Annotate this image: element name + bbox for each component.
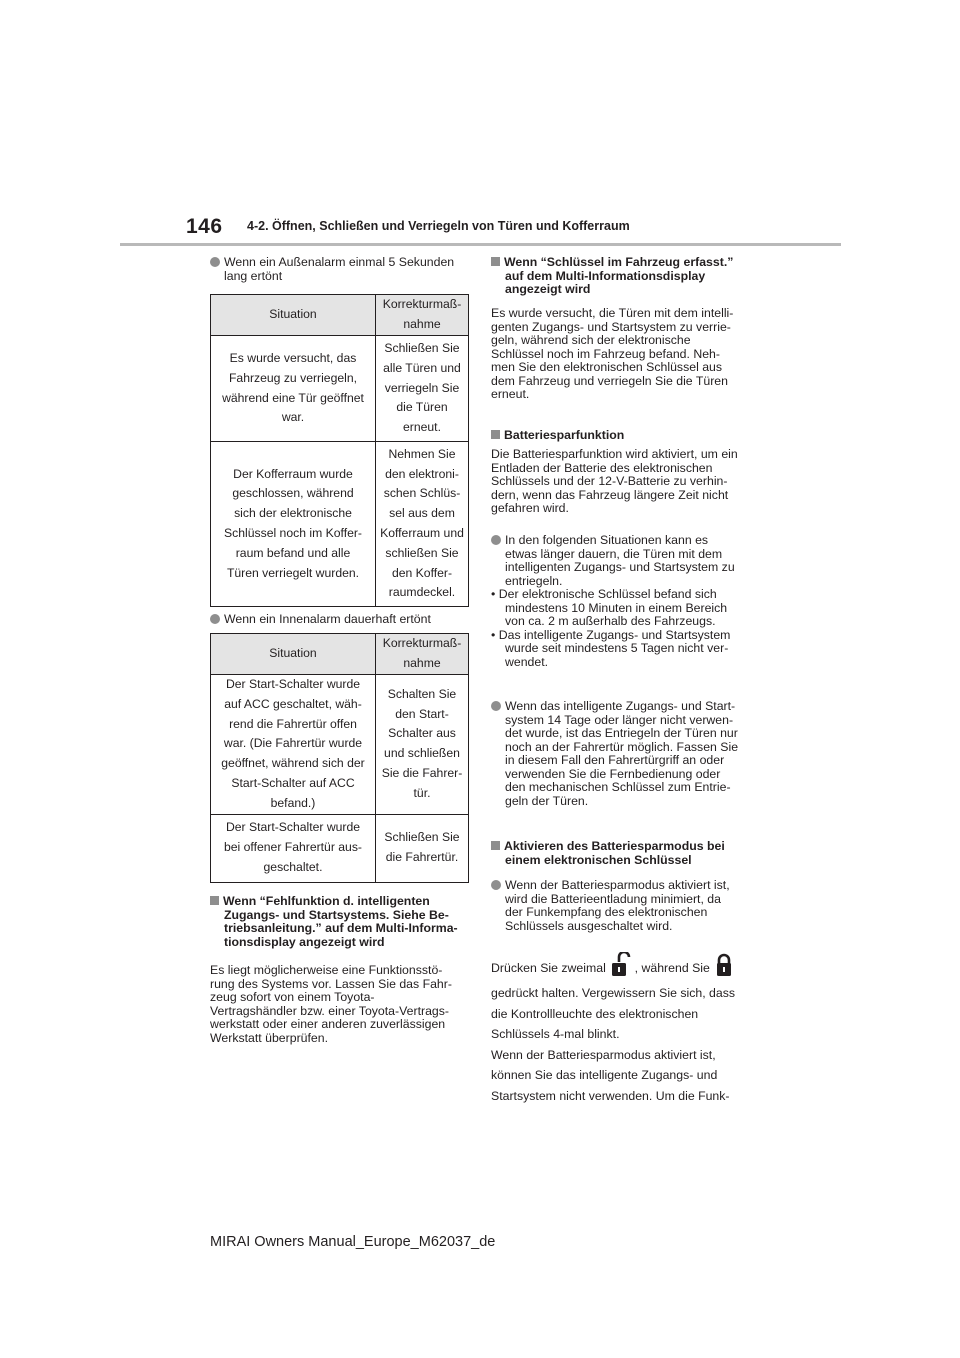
- text-line: raum befand und alle: [235, 545, 351, 560]
- text-line: wird die Batterieentladung minimiert, da: [505, 891, 721, 906]
- text-line: Korrekturmaß-: [382, 297, 462, 312]
- text-line: den Start-: [395, 706, 449, 721]
- bullet-icon: [210, 257, 220, 267]
- bullet-icon: [491, 701, 501, 711]
- text-line: geln der Türen.: [505, 793, 589, 808]
- text-line: den Koffer-: [391, 565, 453, 580]
- text-line: Der Start-Schalter wurde: [225, 820, 361, 835]
- bullet-icon: [210, 614, 220, 624]
- text-line: von ca. 2 m außerhalb des Fahrzeugs.: [505, 614, 716, 628]
- text-line: Vertragshändler bzw. einer Toyota-Vertrags-: [210, 1003, 450, 1018]
- text-line: mindestens 10 Minuten in einem Bereich: [505, 600, 728, 615]
- table-header-row: [211, 295, 469, 336]
- heading-battery-saving: [491, 429, 753, 443]
- text-line: alle Türen und: [383, 360, 461, 375]
- text-line: nahme: [403, 317, 441, 331]
- text-line: rung des Systems vor. Lassen Sie das Fahr-: [210, 976, 452, 991]
- text-line: können Sie das intelligente Zugangs- und: [491, 1068, 718, 1083]
- text-line: der Funkempfang des elektronischen: [505, 905, 708, 919]
- square-bullet-icon: [210, 896, 219, 905]
- text-line: Schlüssels ausgeschaltet wird.: [505, 918, 673, 933]
- text-line: den mechanischen Schlüssel zum Entrie-: [505, 780, 731, 794]
- text-line: und schließen: [384, 746, 460, 761]
- text-line: schließen Sie: [385, 545, 459, 560]
- bullet-14-days: [491, 700, 753, 808]
- text-line: noch an der Fahrertür möglich. Fassen Sie: [505, 739, 739, 754]
- text-line: system 14 Tage oder länger nicht verwen-: [505, 712, 734, 727]
- bullet-icon: [491, 880, 501, 890]
- square-bullet-icon: [491, 841, 500, 850]
- text-line: den elektroni-: [385, 466, 459, 481]
- text-line: Batteriesparfunktion: [504, 428, 625, 442]
- footer-document-id: MIRAI Owners Manual_Europe_M62037_de: [210, 1234, 496, 1250]
- table-row: [211, 442, 469, 607]
- text-line: entriegeln.: [505, 573, 563, 588]
- text-line: war.: [281, 410, 305, 425]
- text-line: werkstatt oder einer anderen zuverlässigen: [210, 1017, 446, 1031]
- square-bullet-icon: [491, 257, 500, 266]
- text-line: Start-Schalter auf ACC: [231, 775, 355, 790]
- header-situation: Situation: [211, 295, 376, 336]
- text-line: dern, wenn das Fahrzeug längere Zeit nicht: [491, 487, 729, 502]
- text-line: Zugangs- und Startsystems. Siehe Be-: [224, 907, 449, 922]
- cell-situation: [211, 442, 376, 607]
- text-line: Die Batteriesparfunktion wird aktiviert, um ein: [491, 447, 738, 461]
- text-line: erneut.: [403, 420, 441, 435]
- text-line: geschaltet.: [263, 859, 323, 874]
- text-line: intelligenten Zugangs- und Startsystem zu: [505, 560, 735, 574]
- text-line: Entladen der Batterie des elektronischen: [491, 460, 713, 475]
- cell-measure: [376, 675, 469, 815]
- text-line: Nehmen Sie: [388, 446, 456, 461]
- unlock-icon: [609, 952, 631, 987]
- heading-malfunction: [210, 895, 472, 949]
- text-line: Schlüssel noch im Fahrzeug befand. Neh-: [491, 346, 720, 361]
- paragraph-saving-instructions: [491, 983, 753, 1107]
- text-line: Wenn das intelligente Zugangs- und Start-: [505, 699, 736, 713]
- text-line: det wurde, ist das Entriegeln der Türen nur: [505, 726, 738, 740]
- cell-situation: [211, 675, 376, 815]
- text-line: die Fahrertür.: [385, 850, 459, 865]
- square-bullet-icon: [491, 430, 500, 439]
- text-line: auf dem Multi-Informationsdisplay: [505, 268, 706, 283]
- bullet-inside-alarm: [210, 613, 470, 627]
- heading-key-detected: [491, 256, 753, 297]
- text-line: lang ertönt: [224, 268, 283, 283]
- paragraph-key-detected: [491, 307, 753, 402]
- text-line: Es wurde versucht, die Türen mit dem intelli-: [491, 306, 734, 320]
- text-line: etwas länger dauern, die Türen mit dem: [505, 546, 723, 561]
- text-line: Schlüssels und der 12-V-Batterie zu verhin-: [491, 474, 728, 488]
- text-line: raumdeckel.: [388, 585, 456, 600]
- cell-measure: [376, 442, 469, 607]
- text-line: Wenn der Batteriesparmodus aktiviert ist,: [505, 878, 730, 892]
- text-line: , während Sie: [634, 961, 710, 975]
- text-line: die Kontrollleuchte des elektronischen: [491, 1006, 699, 1021]
- text-line: Drücken Sie zweimal: [491, 961, 606, 975]
- text-line: tionsdisplay angezeigt wird: [224, 934, 385, 949]
- table-row: [211, 814, 469, 882]
- header-measure: [376, 295, 469, 336]
- text-line: • Das intelligente Zugangs- und Startsystem: [491, 627, 731, 642]
- text-line: rend die Fahrertür offen: [229, 716, 357, 731]
- text-line: Es wurde versucht, das: [229, 350, 357, 365]
- text-line: wurde seit mindestens 5 Tagen nicht ver-: [505, 641, 729, 655]
- text-line: Schließen Sie: [384, 341, 460, 355]
- text-line: Wenn “Fehlfunktion d. intelligenten: [223, 894, 430, 908]
- table-row: [211, 336, 469, 442]
- text-line: zeug sofort von einem Toyota-: [210, 990, 375, 1004]
- header-measure: [376, 634, 469, 675]
- text-line: verriegeln Sie: [384, 380, 460, 395]
- text-line: Wenn ein Außenalarm einmal 5 Sekunden: [224, 255, 455, 269]
- text-line: men Sie den elektronischen Schlüssel aus: [491, 360, 723, 374]
- table-header-row: [211, 634, 469, 675]
- text-line: die Türen: [396, 400, 448, 415]
- paragraph-battery-saving: [491, 448, 753, 516]
- text-line: war. (Die Fahrertür wurde: [223, 736, 363, 751]
- instruction-press: [491, 952, 753, 987]
- text-line: tür.: [413, 785, 431, 800]
- text-line: Schließen Sie: [384, 830, 460, 845]
- text-line: Kofferraum und: [380, 526, 464, 540]
- text-line: gefahren wird.: [491, 501, 569, 515]
- text-line: Fahrzeug zu verriegeln,: [228, 370, 358, 385]
- text-line: gedrückt halten. Vergewissern Sie sich, dass: [491, 986, 736, 1000]
- text-line: Wenn “Schlüssel im Fahrzeug erfasst.”: [504, 255, 734, 269]
- cell-situation: [211, 814, 376, 882]
- text-line: Korrekturmaß-: [382, 636, 462, 651]
- text-line: sich der elektronische: [234, 506, 352, 521]
- lock-icon: [713, 952, 735, 987]
- section-title: 4-2. Öffnen, Schließen und Verriegeln von Türen und Kofferraum: [247, 219, 630, 233]
- text-line: bei offener Fahrertür aus-: [224, 840, 362, 855]
- text-line: auf ACC geschaltet, wäh-: [224, 696, 362, 711]
- text-line: geschlossen, während: [232, 486, 354, 501]
- text-line: sel aus dem: [389, 506, 455, 521]
- text-line: befand.): [270, 795, 316, 810]
- text-line: schen Schlüs-: [383, 486, 461, 501]
- bullet-outside-alarm: [210, 256, 470, 283]
- bullet-delay: [491, 534, 753, 669]
- header-divider: [120, 243, 841, 246]
- text-line: verwenden Sie die Fernbedienung oder: [505, 766, 721, 781]
- table-outside-alarm: [210, 294, 469, 607]
- cell-measure: [376, 336, 469, 442]
- text-line: geöffnet, während sich der: [221, 756, 365, 771]
- text-line: nahme: [403, 656, 441, 670]
- text-line: Es liegt möglicherweise eine Funktionsstö-: [210, 963, 443, 977]
- text-line: erneut.: [491, 387, 530, 401]
- text-line: Der Kofferraum wurde: [233, 466, 353, 481]
- text-line: Werkstatt überprüfen.: [210, 1030, 329, 1045]
- text-line: Startsystem nicht verwenden. Um die Funk-: [491, 1088, 730, 1103]
- text-line: Schalten Sie: [387, 686, 457, 701]
- table-inside-alarm: [210, 633, 469, 883]
- text-line: Wenn ein Innenalarm dauerhaft ertönt: [224, 612, 431, 626]
- heading-activate-saving-mode: [491, 840, 753, 867]
- text-line: Schalter aus: [388, 726, 456, 741]
- text-line: In den folgenden Situationen kann es: [505, 533, 709, 547]
- text-line: Wenn der Batteriesparmodus aktiviert ist,: [491, 1047, 716, 1062]
- text-line: einem elektronischen Schlüssel: [505, 852, 692, 867]
- page-number: 146: [186, 215, 223, 238]
- text-line: Sie die Fahrer-: [381, 766, 463, 781]
- text-line: während eine Tür geöffnet: [222, 390, 364, 405]
- header-situation: Situation: [211, 634, 376, 675]
- cell-situation: [211, 336, 376, 442]
- text-line: • Der elektronische Schlüssel befand sich: [491, 587, 717, 601]
- bullet-saving-mode: [491, 879, 753, 933]
- bullet-icon: [491, 535, 501, 545]
- paragraph-malfunction: [210, 964, 472, 1045]
- text-line: Schlüssels 4-mal blinkt.: [491, 1027, 620, 1042]
- table-row: [211, 675, 469, 815]
- text-line: Aktivieren des Batteriesparmodus bei: [504, 839, 725, 853]
- text-line: geln, während sich der elektronische: [491, 333, 691, 347]
- text-line: in diesem Fall den Fahrertürgriff an oder: [505, 753, 725, 767]
- cell-measure: [376, 814, 469, 882]
- text-line: Schlüssel noch im Koffer-: [224, 526, 362, 540]
- text-line: wendet.: [505, 654, 549, 669]
- text-line: dem Fahrzeug und verriegeln Sie die Türen: [491, 373, 728, 388]
- text-line: genten Zugangs- und Startsystem zu verrie-: [491, 319, 731, 334]
- text-line: triebsanleitung.” auf dem Multi-Informa-: [224, 921, 458, 935]
- text-line: Der Start-Schalter wurde: [225, 677, 361, 691]
- text-line: angezeigt wird: [505, 282, 591, 296]
- text-line: Türen verriegelt wurden.: [226, 565, 360, 580]
